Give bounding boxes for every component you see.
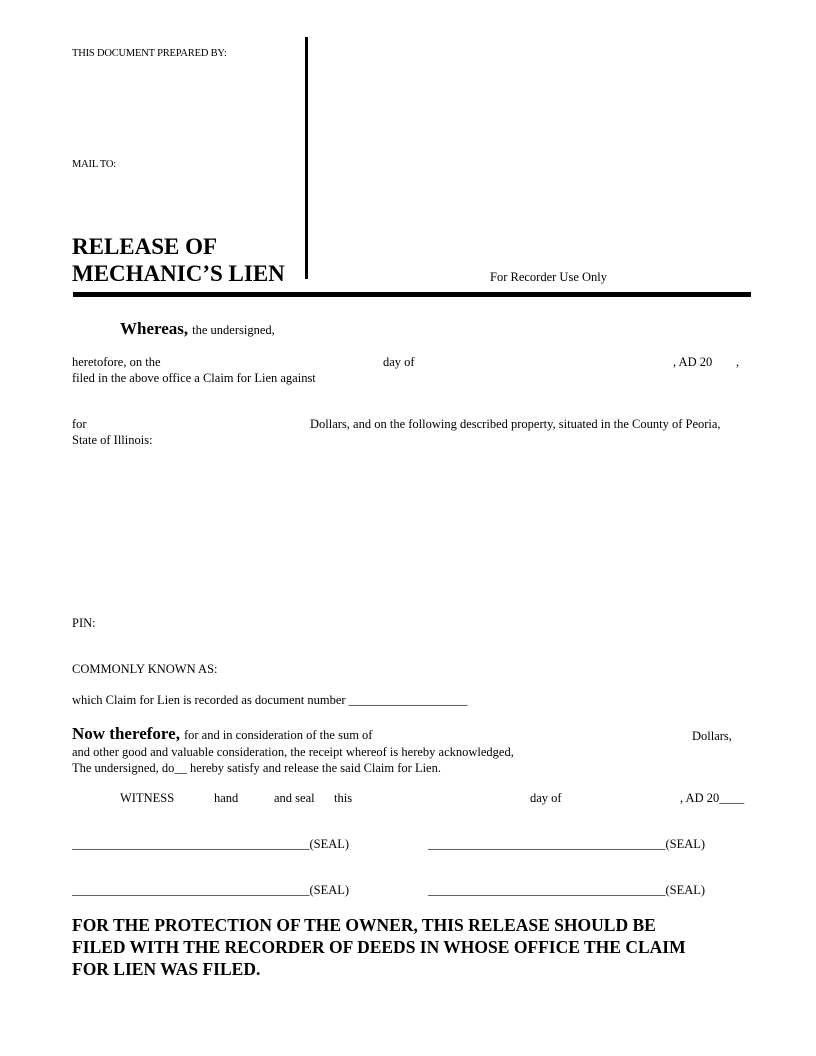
document-title-line1: RELEASE OF — [72, 234, 218, 259]
for-text: for — [72, 417, 87, 431]
consideration-text: for and in consideration of the sum of — [183, 728, 373, 742]
valuable-consideration-text: and other good and valuable consideration, the receipt whereof is hereby acknowledged, — [72, 745, 514, 759]
header-horizontal-rule — [73, 292, 751, 297]
ad-20-text-2: , AD 20____ — [680, 791, 745, 805]
signature-block-1 — [72, 837, 349, 852]
ad-20-text-1: , AD 20 — [673, 355, 713, 369]
signature-block-3 — [72, 883, 349, 898]
witness-text: WITNESS — [120, 791, 175, 805]
hand-text: hand — [214, 791, 239, 805]
state-text: State of Illinois: — [72, 433, 153, 447]
whereas-line — [120, 319, 275, 339]
comma-text: , — [736, 355, 740, 369]
notice-line3: FOR LIEN WAS FILED. — [72, 959, 261, 979]
dollars-line-text: Dollars, and on the following described property, situated in the County of Peoria, — [310, 417, 721, 431]
satisfy-release-text: The undersigned, do__ hereby satisfy and release the said Claim for Lien. — [72, 761, 441, 775]
notice-line1: FOR THE PROTECTION OF THE OWNER, THIS RELEASE SHOULD BE — [72, 915, 656, 935]
seal-label: (SEAL) — [309, 883, 350, 897]
undersigned-text: the undersigned, — [192, 323, 275, 337]
seal-label: (SEAL) — [309, 837, 350, 851]
header-vertical-divider — [305, 37, 308, 279]
signature-line: ______________________________________ — [72, 837, 310, 851]
heretofore-text: heretofore, on the — [72, 355, 161, 369]
pin-label: PIN: — [72, 616, 96, 630]
prepared-by-label: THIS DOCUMENT PREPARED BY: — [72, 48, 227, 59]
document-title-line2: MECHANIC’S LIEN — [72, 261, 285, 286]
now-therefore-line — [72, 724, 372, 744]
now-therefore-lead: Now therefore, — [72, 724, 180, 743]
day-of-text-1: day of — [383, 355, 415, 369]
day-of-text-2: day of — [530, 791, 562, 805]
dollars-text-2: Dollars, — [692, 729, 732, 743]
whereas-lead: Whereas, — [120, 319, 189, 338]
seal-label: (SEAL) — [665, 883, 706, 897]
signature-block-2 — [428, 837, 705, 852]
commonly-known-label: COMMONLY KNOWN AS: — [72, 662, 218, 676]
seal-label: (SEAL) — [665, 837, 706, 851]
recorder-use-label: For Recorder Use Only — [490, 270, 607, 284]
notice-line2: FILED WITH THE RECORDER OF DEEDS IN WHOSE OFFICE THE CLAIM — [72, 937, 686, 957]
mail-to-label: MAIL TO: — [72, 159, 116, 170]
signature-line: ______________________________________ — [428, 837, 666, 851]
signature-line: ______________________________________ — [428, 883, 666, 897]
and-seal-text: and seal — [274, 791, 315, 805]
recorded-as-text: which Claim for Lien is recorded as document number ___________________ — [72, 693, 468, 707]
signature-line: ______________________________________ — [72, 883, 310, 897]
signature-block-4 — [428, 883, 705, 898]
this-text: this — [334, 791, 353, 805]
filed-line-text: filed in the above office a Claim for Lien against — [72, 371, 316, 385]
